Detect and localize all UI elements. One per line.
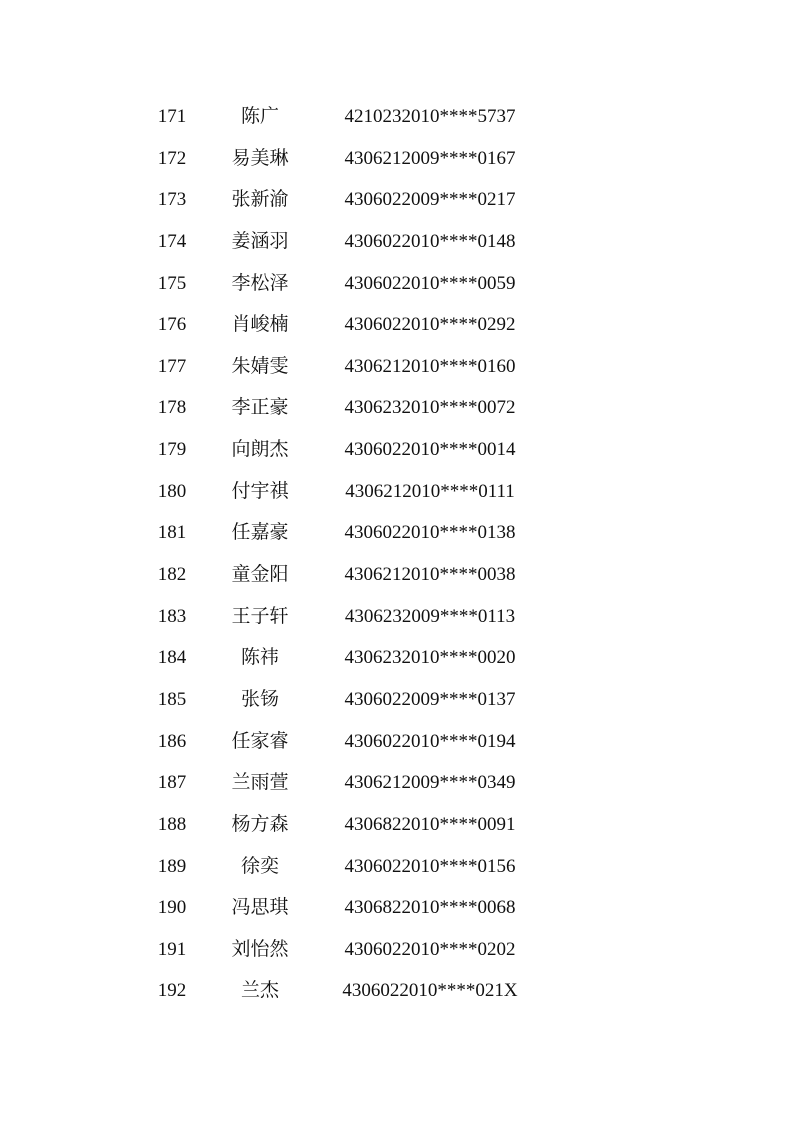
row-number: 181 [157,522,187,544]
row-number: 180 [157,480,187,502]
id-number: 4306022010****0014 [344,439,516,461]
student-name: 刘怡然 [231,937,289,960]
id-number: 4306212009****0167 [344,147,516,169]
id-number: 4210232010****5737 [344,106,516,127]
roster-row [0,346,793,388]
id-number: 4306822010****0068 [344,897,516,919]
student-name: 张新渝 [231,188,289,211]
row-number: 189 [157,855,187,877]
row-number: 174 [157,230,187,252]
student-name: 兰雨萱 [231,771,289,794]
row-number: 191 [157,938,187,960]
roster-row [0,429,793,471]
student-name: 易美琳 [231,146,289,169]
roster-row [0,554,793,596]
id-number: 4306212010****0111 [345,480,515,502]
roster-row [0,138,793,180]
student-name: 任嘉豪 [231,521,289,544]
student-name: 陈祎 [240,646,279,669]
student-name: 冯思琪 [231,896,289,919]
student-name: 姜涵羽 [231,229,289,252]
roster-row [0,637,793,679]
roster-list [0,96,793,1012]
id-number: 4306022010****0059 [344,272,516,294]
id-number: 4306212010****0160 [344,355,516,377]
row-number: 178 [157,397,187,419]
student-name: 李正豪 [231,396,289,419]
roster-row [0,596,793,638]
roster-row [0,304,793,346]
row-number: 177 [157,355,187,377]
row-number: 187 [157,772,187,794]
roster-row [0,721,793,763]
id-number: 4306232009****0113 [344,605,516,627]
roster-row [0,804,793,846]
student-name: 朱婧雯 [231,354,289,377]
row-number: 175 [157,272,187,294]
roster-row [0,846,793,888]
student-name: 杨方森 [231,812,289,835]
roster-row [0,387,793,429]
student-name: 王子轩 [231,604,289,627]
student-name: 李松泽 [231,271,289,294]
id-number: 4306022010****0148 [344,230,516,252]
student-name: 付宇祺 [231,479,289,502]
row-number: 176 [157,314,187,336]
row-number: 190 [157,897,187,919]
row-number: 183 [157,605,187,627]
roster-row [0,887,793,929]
row-number: 171 [157,106,187,127]
student-name: 肖峻楠 [231,313,289,336]
roster-row [0,179,793,221]
roster-row [0,471,793,513]
id-number: 4306232010****0072 [344,397,516,419]
id-number: 4306022010****0156 [344,855,516,877]
row-number: 184 [157,647,187,669]
roster-row [0,679,793,721]
id-number: 4306022010****021X [342,980,518,1002]
row-number: 192 [157,980,187,1002]
id-number: 4306022010****0138 [344,522,516,544]
id-number: 4306822010****0091 [344,813,516,835]
row-number: 179 [157,439,187,461]
row-number: 186 [157,730,187,752]
roster-row [0,263,793,305]
id-number: 4306232010****0020 [344,647,516,669]
id-number: 4306022010****0194 [344,730,516,752]
row-number: 188 [157,813,187,835]
roster-row [0,970,793,1012]
roster-row [0,512,793,554]
student-name: 向朗杰 [231,438,289,461]
student-name: 徐奕 [240,854,279,877]
student-name: 任家睿 [231,729,289,752]
row-number: 182 [157,564,187,586]
id-number: 4306022009****0217 [344,189,516,211]
row-number: 172 [157,147,187,169]
id-number: 4306022010****0202 [344,938,516,960]
student-name: 张钖 [240,687,279,710]
roster-row [0,929,793,971]
id-number: 4306022010****0292 [344,314,516,336]
roster-row [0,221,793,263]
student-name: 陈广 [240,105,279,127]
roster-row [0,96,793,138]
student-name: 兰杰 [240,979,279,1002]
id-number: 4306212009****0349 [344,772,516,794]
roster-row [0,762,793,804]
id-number: 4306212010****0038 [344,564,516,586]
row-number: 173 [157,189,187,211]
student-name: 童金阳 [231,563,289,586]
row-number: 185 [157,688,187,710]
id-number: 4306022009****0137 [344,688,516,710]
